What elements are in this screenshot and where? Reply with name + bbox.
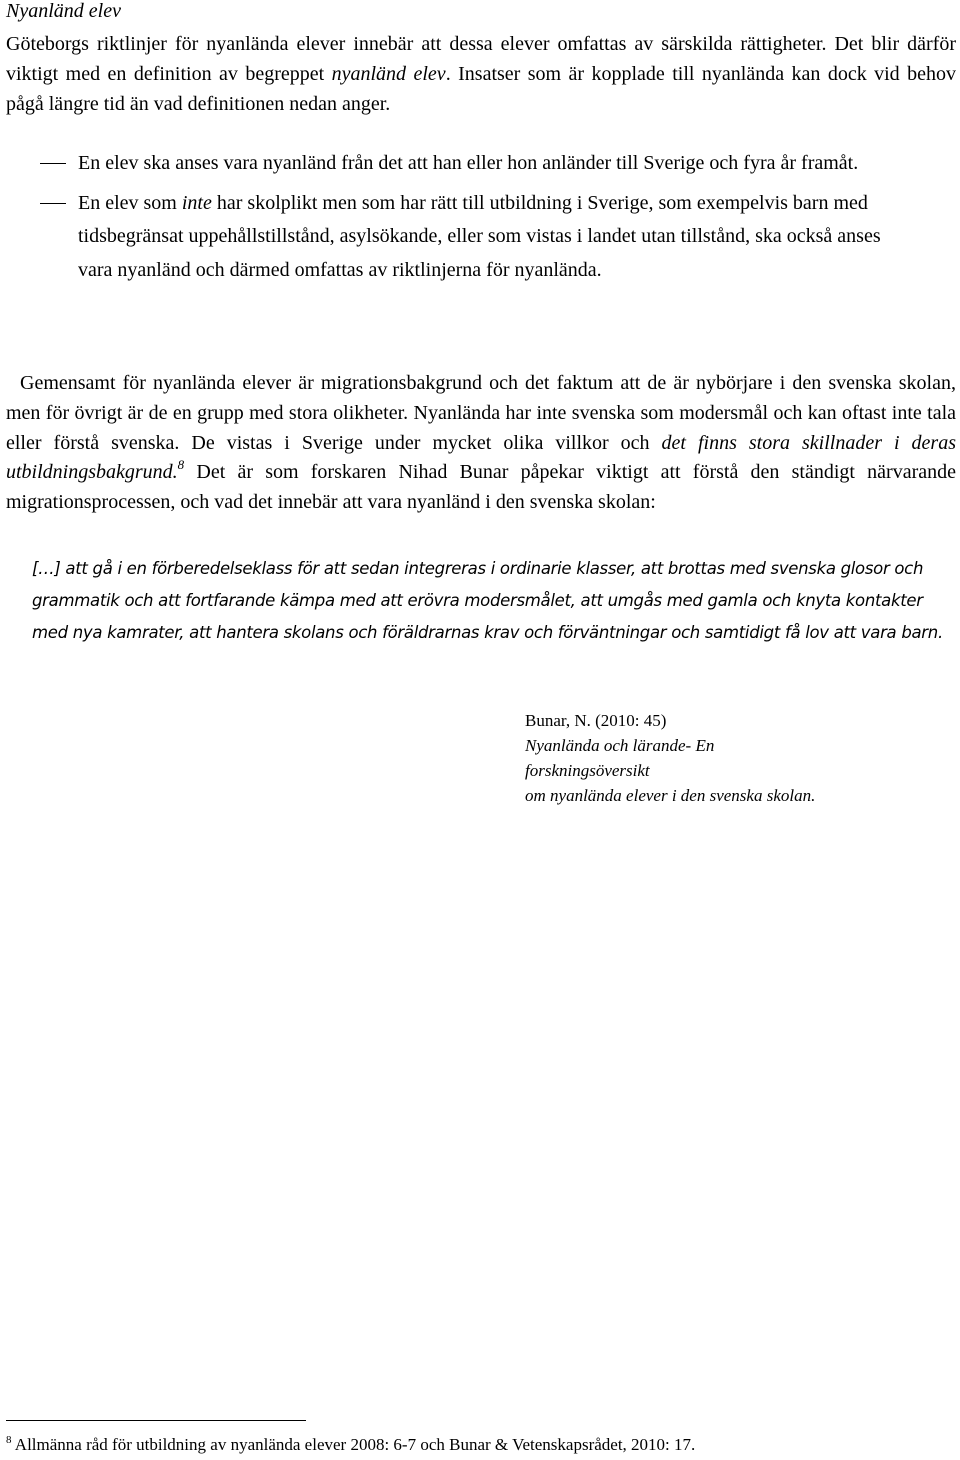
list-item-text-end: har skolplikt men som har rätt till utbildning i Sverige, som exempelvis barn med tidsbegränsat uppehållstillstånd, asylsökande, eller som vistas i landet utan tillstånd, ska också anses vara nyanländ och därmed omfattas av riktlinjerna för nyanlända. (78, 191, 881, 281)
citation-title-line: forskningsöversikt (525, 761, 650, 780)
dash-bullet-icon (40, 163, 66, 164)
list-item (0, 187, 908, 288)
quote-citation (525, 708, 815, 808)
citation-title-line: Nyanlända och lärande- En (525, 736, 715, 755)
intro-emphasis: nyanländ elev (331, 63, 446, 85)
definition-list (0, 147, 960, 293)
section-heading: Nyanländ elev (6, 0, 121, 22)
intro-text-end: . Insatser som är kopplade till nyanlända kan dock vid behov pågå längre tid än vad definitionen nedan anger. (6, 63, 956, 115)
body-paragraph (6, 369, 956, 518)
body-emphasis: det finns stora skillnader i deras utbildningsbakgrund. (6, 431, 956, 484)
footnote (6, 1433, 695, 1457)
dash-bullet-icon (40, 203, 66, 204)
intro-text-start: Göteborgs riktlinjer för nyanlända elever innebär att dessa elever omfattas av särskilda rättigheter. Det blir därför viktigt med en definition av begreppet (6, 33, 956, 85)
list-item-text-start: En elev som (78, 191, 182, 214)
block-quote: […] att gå i en förberedelseklass för att sedan integreras i ordinarie klasser, att brottas med svenska glosor och grammatik och att fortfarande kämpa med att erövra modersmålet, att umgås med gamla och knyta kontakter med nya kamrater, att hantera skolans och föräldrarnas krav och förväntningar och samtidigt få lov att vara barn. (32, 559, 943, 642)
footnote-divider (6, 1420, 306, 1421)
intro-paragraph (6, 29, 956, 119)
list-item (0, 147, 908, 181)
footnote-text: Allmänna råd för utbildning av nyanlända elever 2008: 6-7 och Bunar & Vetenskapsrådet, 2010: 17. (11, 1435, 696, 1454)
footnote-number: 8 (6, 1434, 12, 1446)
citation-author: Bunar, N. (2010: 45) (525, 711, 667, 730)
citation-title-line: om nyanlända elever i den svenska skolan. (525, 786, 816, 805)
list-item-text: En elev ska anses vara nyanländ från det att han eller hon anländer till Sverige och fyra år framåt. (78, 152, 859, 174)
list-item-emphasis: inte (181, 191, 212, 214)
footnote-reference[interactable]: 8 (177, 457, 185, 473)
body-text-start: Gemensamt för nyanlända elever är migrationsbakgrund och det faktum att de är nybörjare i den svenska skolan, men för övrigt är de en grupp med stora olikheter. Nyanlända har inte svenska som modersmål och kan oftast inte tala eller förstå svenska. De vistas i Sverige under mycket olika villkor och (6, 372, 956, 454)
body-text-end: Det är som forskaren Nihad Bunar påpekar viktigt att förstå den ständigt närvarande migrationsprocessen, och vad det innebär att vara nyanländ i den svenska skolan: (6, 461, 956, 514)
